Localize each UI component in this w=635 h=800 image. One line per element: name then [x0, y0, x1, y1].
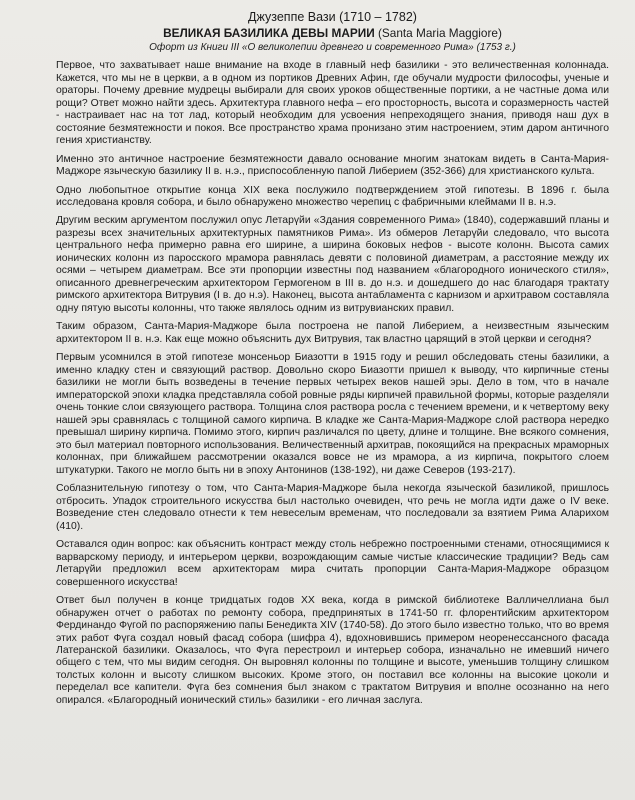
author-line: Джузеппе Вази (1710 – 1782)	[248, 10, 417, 24]
paragraph-6: Первым усомнился в этой гипотезе монсеньор Биазотти в 1915 году и решил обследовать стены базилики, а именно кладку стен и связующий раствор. Довольно скоро Биазотти пришел к выводу, что кирпичные стены базилики не могли быть возведены в течение первых четырех веков нашей эры. Дело в том, что в начале императорской эпохи кладка представляла собой ровные ряды кирпичей правильной формы, которые разделяли очень тонкие слои связующего раствора. Толщина слоя раствора росла с течением времени, и к четвертому веку нашей эры сравнялась с толщиной самого кирпича. В кладке же Санта-Мария-Маджоре слой раствора нередко превышал ширину кирпича. Помимо этого, кирпич различался по цвету, длине и толщине. Вне всякого сомнения, это был материал повторного использования. Величественный архитрав, покоящийся на прекрасных мраморных колоннах, при ближайшем рассмотрении оказался вовсе не из мрамора, а из кирпича, покрытого слоем штукатурки. Такого не могло быть ни в эпоху Антонинов (138-192), ни даже Северов (193-217).	[56, 352, 609, 476]
paragraph-4: Другим веским аргументом послужил опус Летарүйи «Здания современного Рима» (1840), содержавший планы и разрезы всех значительных архитектурных памятников Рима». Из обмеров Летарүйи следовало, что высота центрального нефа примерно равна его ширине, а ширина боковых нефов - высоте колонн. Высота самих ионических колонн из паросского мрамора равнялась девяти с половиной диаметрам, а расстояние между их осями – четырем диаметрам. Все эти пропорции известны под названием «благородного ионического стиля», описанного древнегреческим архитектором Гермогеном в III в. до н.э. и дошедшего до нас благодаря трактату римского архитектора Витрувия (I в. до н.э). Наконец, высота антабламента с карнизом и архитравом составляла одну пятую высоты колонны, что также являлось одним из витрувианских правил.	[56, 215, 609, 314]
paragraph-5: Таким образом, Санта-Мария-Маджоре была построена не папой Либерием, а неизвестным языческим архитектором II в. н.э. Как еще можно объяснить дух Витрувия, так властно царящий в этой церкви и сегодня?	[56, 321, 609, 345]
paragraph-7: Соблазнительную гипотезу о том, что Санта-Мария-Маджоре была некогда языческой базиликой, пришлось отбросить. Упадок строительного искусства был настолько очевиден, что речь не могла идти даже о IV веке. Возведение стен следовало отнести к тем невеселым временам, что последовали за взятием Рима Аларихом (410).	[56, 483, 609, 532]
source-note: Офорт из Книги III «О великолепии древнего и современного Рима» (1753 г.)	[149, 42, 516, 54]
title-latin: (Santa Maria Maggiore)	[377, 26, 502, 40]
document-header	[56, 10, 609, 54]
paragraph-3: Одно любопытное открытие конца XIX века послужило подтверждением этой гипотезы. В 1896 г. была исследована кровля собора, и было обнаружено множество черепиц с фабричными клеймами II в. н.э.	[56, 184, 609, 208]
paragraph-2: Именно это античное настроение безмятежности давало основание многим знатокам видеть в Санта-Мария-Маджоре языческую базилику II в. н.э., приспособленную папой Либерием (352-366) для христианского культа.	[56, 153, 609, 178]
paragraph-1: Первое, что захватывает наше внимание на входе в главный неф базилики - это величественная колоннада. Кажется, что мы не в церкви, а в одном из портиков Древних Афин, где обучали мудрости философы, ученые и ораторы. Почему древние мудрецы выбирали для своих уроков общественные портики, а не частные дома или рощи? Ответ можно найти здесь. Архитектура главного нефа – его просторность, высота и соразмерность частей - настраивает нас на тот лад, который необходим для усвоения непреходящего знания, приводя наш дух в состояние безмятежности и покоя. Все пространство храма пронизано этим настроением, этим даром античного гения христианству.	[56, 60, 609, 147]
paragraph-9: Ответ был получен в конце тридцатых годов XX века, когда в римской библиотеке Валличеллиана был обнаружен отчет о работах по ремонту собора, предпринятых в 1741-50 гг. флорентийским архитектором Фердинандо Фүгой по распоряжению папы Бенедикта XIV (1740-58). До этого было известно только, что во время этих работ Фүга создал новый фасад собора (шифра 4), вдохновившись примером неоренессансного фасада Латеранской базилики. Оказалось, что Фүга перестроил и интерьер собора, изначально не имевший ничего общего с тем, что мы видим сегодня. Он выровнял колонны по толщине и высоте, уменьшив толщину слишком толстых колонн и высоту слишком высоких. Кроме этого, он поставил все колонны на высокие цоколи и переделал все капители. Фүга без сомнения был знаком с трактатом Витрувия и вполне осознанно на него опирался. «Благородный ионический стиль» базилики - его личная заслуга.	[56, 595, 609, 706]
paragraph-8: Оставался один вопрос: как объяснить контраст между столь небрежно построенными стенами, относящимися к варварскому периоду, и интерьером церкви, возрождающим самые чистые классические традиции? Ведь сам Летарүйи предложил всем архитекторам мира считать пропорции Санта-Мария-Маджоре образцом совершенного искусства!	[56, 539, 609, 588]
document-body	[56, 60, 609, 707]
title-main: ВЕЛИКАЯ БАЗИЛИКА ДЕВЫ МАРИИ	[163, 26, 375, 40]
document-title	[56, 26, 609, 40]
